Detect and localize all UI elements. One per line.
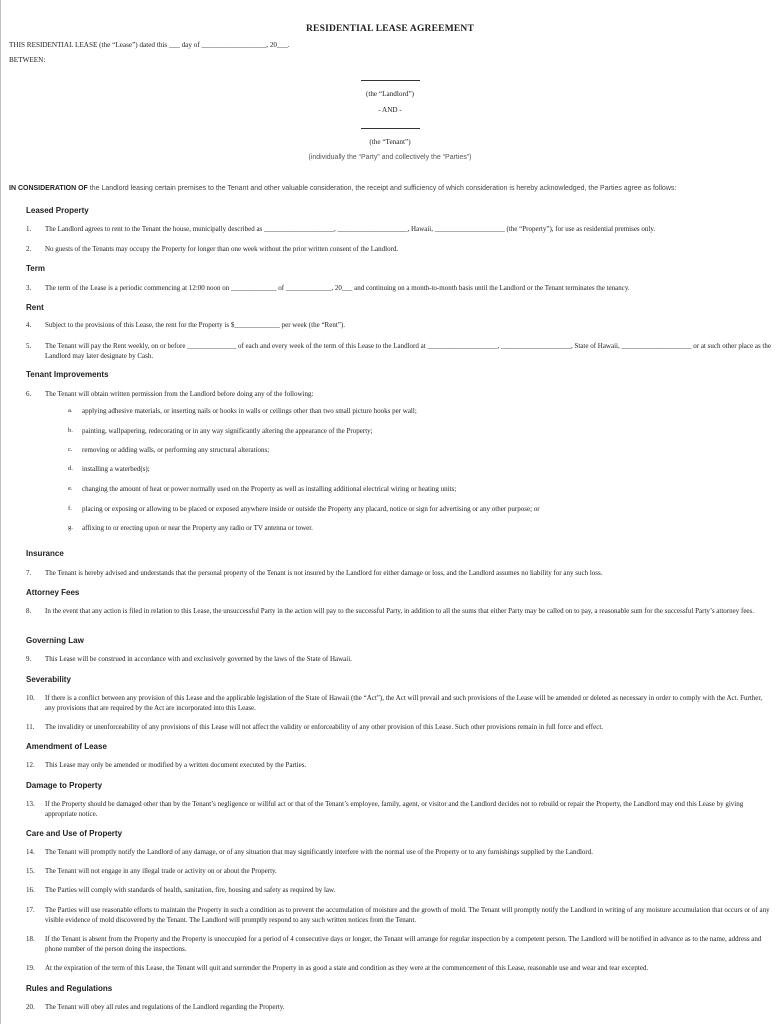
subitem-letter: f. [68,505,72,512]
clause-text: The Parties will use reasonable efforts to maintain the Property in such a condition as to prevent the accumulation of moisture and the growth of mold. The Tenant will promptly notify the Landlord in writing of any moisture accumulation that occurs or of any visible evidence of mold discovered by the Tenant. The Landlord will promptly respond to any such written notices from the Tenant. [45,906,770,924]
clause-text: If the Property should be damaged other than by the Tenant’s negligence or willful act or that of the Tenant’s employee, family, agent, or visitor and the Landlord decides not to rebuild or repair the Property, the Landlord may end this Lease by giving appropriate notice. [45,800,744,818]
subitem-text: applying adhesive materials, or inserting nails or hooks in walls or ceilings other than two small picture hooks per wall; [82,407,417,415]
consideration-text: the Landlord leasing certain premises to the Tenant and other valuable consideration, the receipt and sufficiency of which consideration is hereby acknowledged, the Parties agree as follows: [87,185,677,192]
clause-text: The Tenant will promptly notify the Landlord of any damage, or of any situation that may significantly interfere with the normal use of the Property or to any furnishings supplied by the Landlord. [45,848,593,856]
document-title: RESIDENTIAL LEASE AGREEMENT [305,24,474,34]
clause-text: The term of the Lease is a periodic commencing at 12:00 noon on _____________ of _____________, 20___ and continuing on a month-to-month basis until the Landlord or the Tenant terminates the tenancy. [45,284,630,292]
heading-care-and-use: Care and Use of Property [26,829,123,838]
clause-text: If the Tenant is absent from the Property and the Property is unoccupied for a period of 4 consecutive days or longer, the Tenant will arrange for regular inspection by a competent person. The Landlord will be notified in advance as to the name, address and phone number of the person doing the inspections. [45,935,762,953]
subitem-text: changing the amount of heat or power normally used on the Property as well as installing additional electrical wiring or heating units; [82,485,457,493]
clause-number: 10. [26,694,35,702]
clause-text: This Lease may only be amended or modified by a written document executed by the Parties. [45,761,307,769]
preamble-line: THIS RESIDENTIAL LEASE (the “Lease”) dated this ___ day of __________________, 20___. [9,41,290,49]
subitem-text: painting, wallpapering, redecorating or in any way significantly altering the appearance of the Property; [82,427,373,435]
and-separator: - AND - [378,106,402,114]
clause-number: 5. [26,342,32,350]
heading-insurance: Insurance [26,549,64,558]
clause-number: 15. [26,867,35,875]
clause-number: 11. [26,723,35,731]
clause-number: 20. [26,1003,35,1011]
consideration-paragraph [9,185,676,192]
clause-text: The Tenant will obtain written permission from the Landlord before doing any of the following: [45,390,314,398]
clause-text: No guests of the Tenants may occupy the Property for longer than one week without the prior written consent of the Landlord. [45,245,399,253]
heading-damage: Damage to Property [26,781,103,790]
clause-number: 4. [26,321,32,329]
subitem-letter: e. [68,485,73,492]
subitem-letter: c. [68,446,73,453]
clause-text: The Tenant will not engage in any illegal trade or activity on or about the Property. [45,867,277,875]
clause-number: 6. [26,390,32,398]
subitem-text: installing a waterbed(s); [82,465,150,473]
subitem-letter: d. [68,465,73,472]
clause-text: The Landlord agrees to rent to the Tenant the house, municipally described as ____________________, ____________________, Hawaii, ____________________ (the “Property”), for use as residential premises only. [45,225,656,233]
landlord-label: (the “Landlord”) [365,90,415,98]
clause-number: 16. [26,886,35,894]
clause-number: 14. [26,848,35,856]
clause-number: 13. [26,800,35,808]
subitem-text: removing or adding walls, or performing any structural alterations; [82,446,270,454]
clause-text: If there is a conflict between any provision of this Lease and the applicable legislation of the State of Hawaii (the “Act”), the Act will prevail and such provisions of the Lease will be amended or deleted as necessary in order to comply with the Act. Further, any provisions that are required by the Act are incorporated into this Lease. [45,694,763,712]
subitem-letter: a. [68,407,73,414]
consideration-bold: IN CONSIDERATION OF [9,185,88,192]
clause-text: The Tenant will pay the Rent weekly, on or before ______________ of each and every week of the term of this Lease to the Landlord at ____________________, ____________________, State of Hawaii, ____________________ or at such other place as the Landlord may later designate by Cash. [45,342,771,360]
heading-governing-law: Governing Law [26,636,84,645]
clause-text: Subject to the provisions of this Lease, the rent for the Property is $_____________ per week (the “Rent”). [45,321,345,329]
landlord-signature-line [361,80,420,81]
subitem-letter: g. [68,524,73,531]
subitem-letter: b. [68,427,73,434]
clause-number: 12. [26,761,35,769]
clause-number: 19. [26,964,35,972]
heading-tenant-improvements: Tenant Improvements [26,370,109,379]
clause-number: 1. [26,225,32,233]
heading-rules: Rules and Regulations [26,984,113,993]
tenant-label: (the “Tenant”) [369,138,411,146]
clause-number: 17. [26,906,35,914]
heading-term: Term [26,264,45,273]
clause-number: 2. [26,245,32,253]
heading-attorney-fees: Attorney Fees [26,588,80,597]
tenant-signature-line [361,128,420,129]
clause-number: 8. [26,607,32,615]
clause-text: In the event that any action is filed in relation to this Lease, the unsuccessful Party in the action will pay to the successful Party, in addition to all the sums that either Party may be called on to pay, a reasonable sum for the successful Party’s attorney fees. [45,607,755,615]
between-label: BETWEEN: [9,56,46,64]
clause-number: 9. [26,655,32,663]
clause-text: The Parties will comply with standards of health, sanitation, fire, housing and safety as required by law. [45,886,336,894]
heading-leased-property: Leased Property [26,206,89,215]
clause-text: The Tenant will obey all rules and regulations of the Landlord regarding the Property. [45,1003,285,1011]
clause-text: This Lease will be construed in accordance with and exclusively governed by the laws of the State of Hawaii. [45,655,352,663]
clause-number: 18. [26,935,35,943]
clause-number: 3. [26,284,32,292]
clause-text: At the expiration of the term of this Lease, the Tenant will quit and surrender the Property in as good a state and condition as they were at the commencement of this Lease, reasonable use and wear and tear excepted. [45,964,649,972]
clause-number: 7. [26,569,32,577]
heading-severability: Severability [26,675,71,684]
heading-rent: Rent [26,303,44,312]
parties-note: (individually the “Party” and collectively the “Parties”) [308,154,472,161]
clause-text: The invalidity or unenforceability of any provisions of this Lease will not affect the validity or enforceability of any other provision of this Lease. Such other provisions remain in full force and effect. [45,723,604,731]
subitem-text: placing or exposing or allowing to be placed or exposed anywhere inside or outside the Property any placard, notice or sign for advertising or any other purpose; or [82,505,540,513]
clause-text: The Tenant is hereby advised and understands that the personal property of the Tenant is not insured by the Landlord for either damage or loss, and the Landlord assumes no liability for any such loss. [45,569,603,577]
subitem-text: affixing to or erecting upon or near the Property any radio or TV antenna or tower. [82,524,313,532]
heading-amendment: Amendment of Lease [26,742,107,751]
